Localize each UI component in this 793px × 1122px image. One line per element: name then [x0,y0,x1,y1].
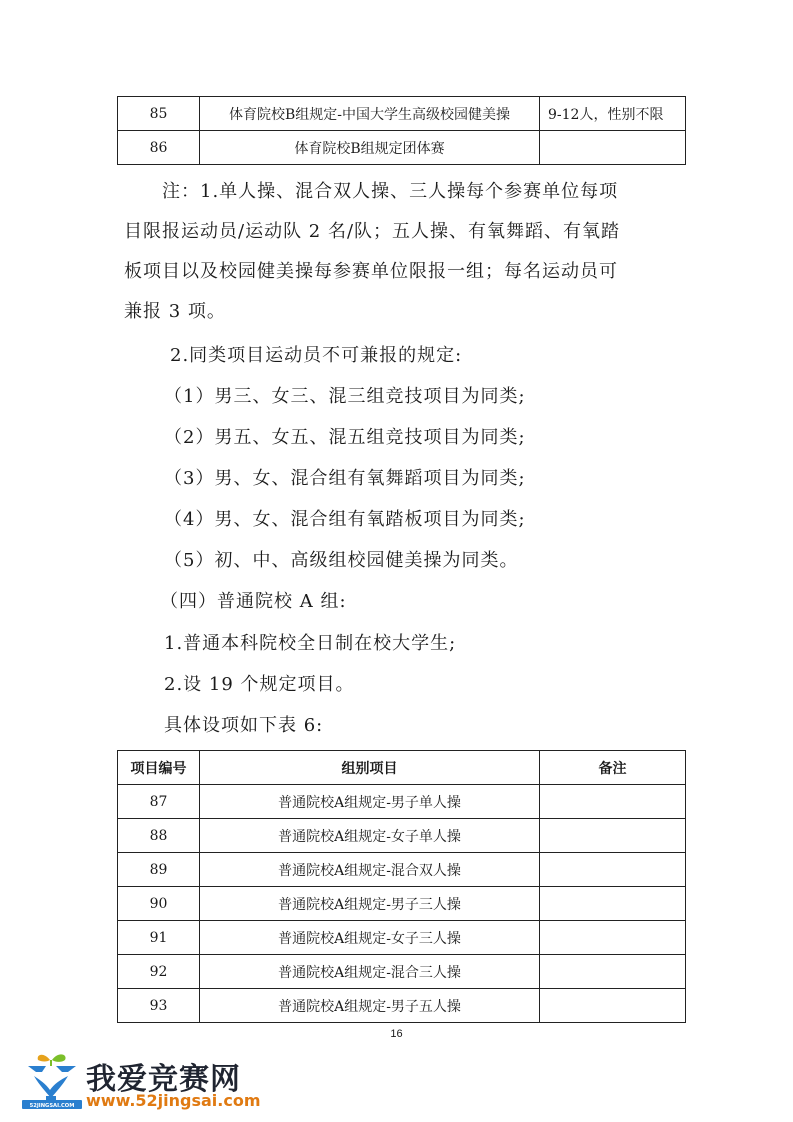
event-number: 88 [118,819,200,853]
event-note [540,989,686,1023]
event-name: 普通院校A组规定-男子五人操 [200,989,540,1023]
logo-text: 52JINGSAI.COM [29,1103,75,1109]
event-name: 普通院校A组规定-女子三人操 [200,921,540,955]
table-row [118,785,686,819]
event-name: 体育院校B组规定团体赛 [200,131,540,165]
watermark-title: 我爱竞赛网 [86,1062,241,1097]
page-number: 16 [390,1028,403,1040]
event-number: 93 [118,989,200,1023]
document-body [124,172,684,736]
rule-item: （3）男、女、混合组有氧舞蹈项目为同类; [164,468,526,489]
event-name: 普通院校A组规定-女子单人操 [200,819,540,853]
note-line: 板项目以及校园健美操每参赛单位限报一组；每名运动员可 [124,261,618,282]
event-name: 普通院校A组规定-混合三人操 [200,955,540,989]
event-note: 9-12人，性别不限 [540,97,686,131]
table-row [118,853,686,887]
event-number: 90 [118,887,200,921]
header-event-number: 项目编号 [118,751,200,785]
table-header-row [118,751,686,785]
watermark-url[interactable]: www.52jingsai.com [86,1091,261,1110]
event-note [540,853,686,887]
table-row [118,819,686,853]
table-row [118,887,686,921]
event-name: 体育院校B组规定-中国大学生高级校园健美操 [200,97,540,131]
event-note [540,921,686,955]
section-point: 1.普通本科院校全日制在校大学生; [164,633,457,654]
rule-item: （4）男、女、混合组有氧踏板项目为同类; [164,509,526,530]
note-line: 注：1.单人操、混合双人操、三人操每个参赛单位每项 [162,181,619,202]
event-number: 85 [118,97,200,131]
event-note [540,955,686,989]
events-table-6 [117,750,686,1023]
rule-item: （2）男五、女五、混五组竞技项目为同类; [164,427,526,448]
event-name: 普通院校A组规定-混合双人操 [200,853,540,887]
event-note [540,785,686,819]
trophy-logo-icon [20,1050,84,1112]
event-note [540,887,686,921]
header-note: 备注 [540,751,686,785]
event-number: 92 [118,955,200,989]
table-row [118,97,686,131]
event-note [540,131,686,165]
site-watermark [20,1050,280,1112]
rule-item: （5）初、中、高级组校园健美操为同类。 [164,550,519,571]
event-name: 普通院校A组规定-男子单人操 [200,785,540,819]
table-row [118,921,686,955]
section-point: 2.设 19 个规定项目。 [164,674,355,695]
event-note [540,819,686,853]
table-intro: 具体设项如下表 6: [164,715,324,736]
table-row [118,955,686,989]
header-event-name: 组别项目 [200,751,540,785]
rule-title: 2.同类项目运动员不可兼报的规定: [170,345,463,366]
events-table-continued [117,96,686,165]
section-heading: （四）普通院校 A 组: [160,591,347,612]
event-number: 91 [118,921,200,955]
note-line: 兼报 3 项。 [124,301,226,322]
event-name: 普通院校A组规定-男子三人操 [200,887,540,921]
table-row [118,131,686,165]
table-row [118,989,686,1023]
event-number: 87 [118,785,200,819]
rule-item: （1）男三、女三、混三组竞技项目为同类; [164,386,526,407]
event-number: 86 [118,131,200,165]
event-number: 89 [118,853,200,887]
note-line: 目限报运动员/运动队 2 名/队；五人操、有氧舞蹈、有氧踏 [124,221,621,242]
